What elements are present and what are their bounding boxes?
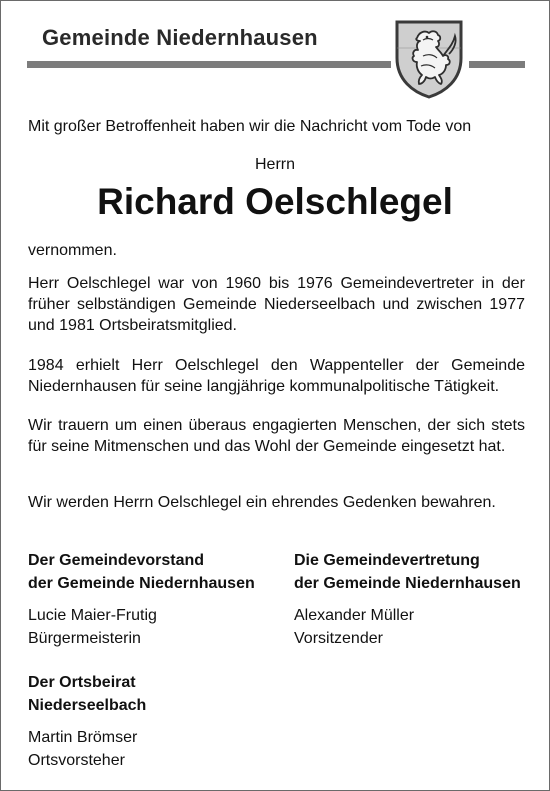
signature-org-line1: Die Gemeindevertretung <box>294 552 480 569</box>
signature-role: Vorsitzender <box>294 630 383 647</box>
intro-line: Mit großer Betroffenheit haben wir die Nachricht vom Tode von <box>28 118 472 135</box>
deceased-name: Richard Oelschlegel <box>97 181 453 222</box>
signature-org-line2: der Gemeinde Niedernhausen <box>28 575 255 592</box>
header-rule-right <box>469 61 525 68</box>
signature-org-line2: Niederseelbach <box>28 697 147 714</box>
paragraph-mourning: Wir trauern um einen überaus engagierten Menschen, der sich stets für seine Mitmenschen und das Wohl der Gemeinde eingesetzt hat. <box>28 417 525 455</box>
signature-person: Lucie Maier-Frutig <box>28 607 157 624</box>
signature-org-line1: Der Gemeindevorstand <box>28 552 205 569</box>
paragraph-award: 1984 erhielt Herr Oelschlegel den Wappenteller der Gemeinde Niedernhausen für seine langjährige kommunalpolitische Tätigkeit. <box>28 357 525 395</box>
signature-org-line2: der Gemeinde Niedernhausen <box>294 575 521 592</box>
signature-person: Martin Brömser <box>28 729 138 746</box>
signature-org-line1: Der Ortsbeirat <box>28 674 136 691</box>
signature-block-ortsbeirat <box>28 671 146 772</box>
header-rule-left <box>27 61 391 68</box>
coat-of-arms-icon <box>393 18 465 100</box>
signature-role: Bürgermeisterin <box>28 630 141 647</box>
signature-block-gemeindevorstand <box>28 549 255 650</box>
signature-block-gemeindevertretung <box>294 549 521 650</box>
salutation: Herrn <box>254 156 295 173</box>
paragraph-career: Herr Oelschlegel war von 1960 bis 1976 Gemeindevertreter in der früher selbständigen Gemeinde Niederseelbach und zwischen 1977 und 1981 Ortsbeiratsmitglied. <box>28 275 525 334</box>
signature-person: Alexander Müller <box>294 607 415 624</box>
paragraph-remembrance: Wir werden Herrn Oelschlegel ein ehrendes Gedenken bewahren. <box>28 494 496 511</box>
signature-role: Ortsvorsteher <box>28 752 125 769</box>
paragraph-vernommen: vernommen. <box>28 242 117 259</box>
municipality-title: Gemeinde Niedernhausen <box>42 25 318 50</box>
